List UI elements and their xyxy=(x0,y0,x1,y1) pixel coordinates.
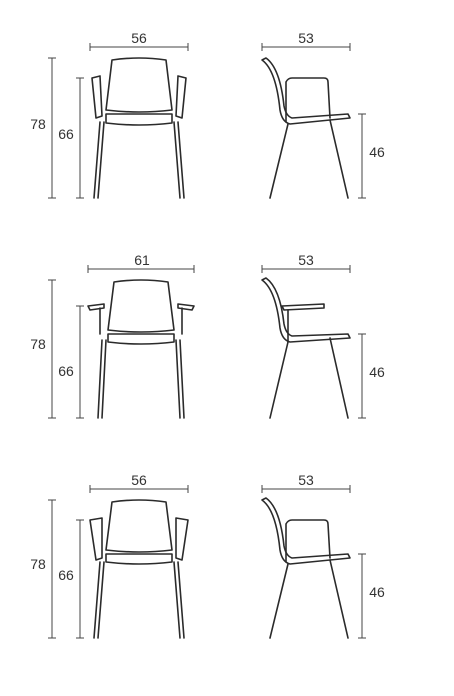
side-seat-height-label: 46 xyxy=(369,364,385,380)
front-width-label: 56 xyxy=(131,472,147,488)
front-view-chair xyxy=(90,500,188,638)
front-width-label: 56 xyxy=(131,30,147,46)
side-view-chair xyxy=(262,278,350,418)
front-arm-height-dimension xyxy=(58,78,84,198)
front-height-dimension xyxy=(30,500,56,638)
side-seat-height-dimension xyxy=(358,334,385,418)
chair-variant-3 xyxy=(0,470,454,690)
front-arm-height-label: 66 xyxy=(58,567,74,583)
chair-variant-2 xyxy=(0,250,454,470)
side-view-chair xyxy=(262,498,350,638)
front-width-dimension xyxy=(88,252,194,273)
chair-variant-1 xyxy=(0,30,454,250)
chair-variant-1-drawing xyxy=(0,30,454,250)
side-depth-dimension xyxy=(262,252,350,273)
front-height-dimension xyxy=(30,280,56,418)
side-depth-dimension xyxy=(262,30,350,51)
side-seat-height-dimension xyxy=(358,114,385,198)
side-view-chair xyxy=(262,58,350,198)
front-arm-height-dimension xyxy=(58,520,84,638)
side-seat-height-label: 46 xyxy=(369,144,385,160)
side-depth-label: 53 xyxy=(298,30,314,46)
front-width-dimension xyxy=(90,472,188,493)
front-view-chair xyxy=(92,58,186,198)
side-seat-height-dimension xyxy=(358,554,385,638)
side-seat-height-label: 46 xyxy=(369,584,385,600)
front-width-label: 61 xyxy=(134,252,150,268)
front-arm-height-dimension xyxy=(58,306,84,418)
side-depth-dimension xyxy=(262,472,350,493)
front-height-dimension xyxy=(30,58,56,198)
front-view-chair xyxy=(88,280,194,418)
front-height-label: 78 xyxy=(30,556,46,572)
chair-variant-3-drawing xyxy=(0,470,454,690)
front-height-label: 78 xyxy=(30,336,46,352)
front-height-label: 78 xyxy=(30,116,46,132)
front-width-dimension xyxy=(90,30,188,51)
side-depth-label: 53 xyxy=(298,472,314,488)
front-arm-height-label: 66 xyxy=(58,126,74,142)
front-arm-height-label: 66 xyxy=(58,363,74,379)
side-depth-label: 53 xyxy=(298,252,314,268)
chair-variant-2-drawing xyxy=(0,250,454,470)
